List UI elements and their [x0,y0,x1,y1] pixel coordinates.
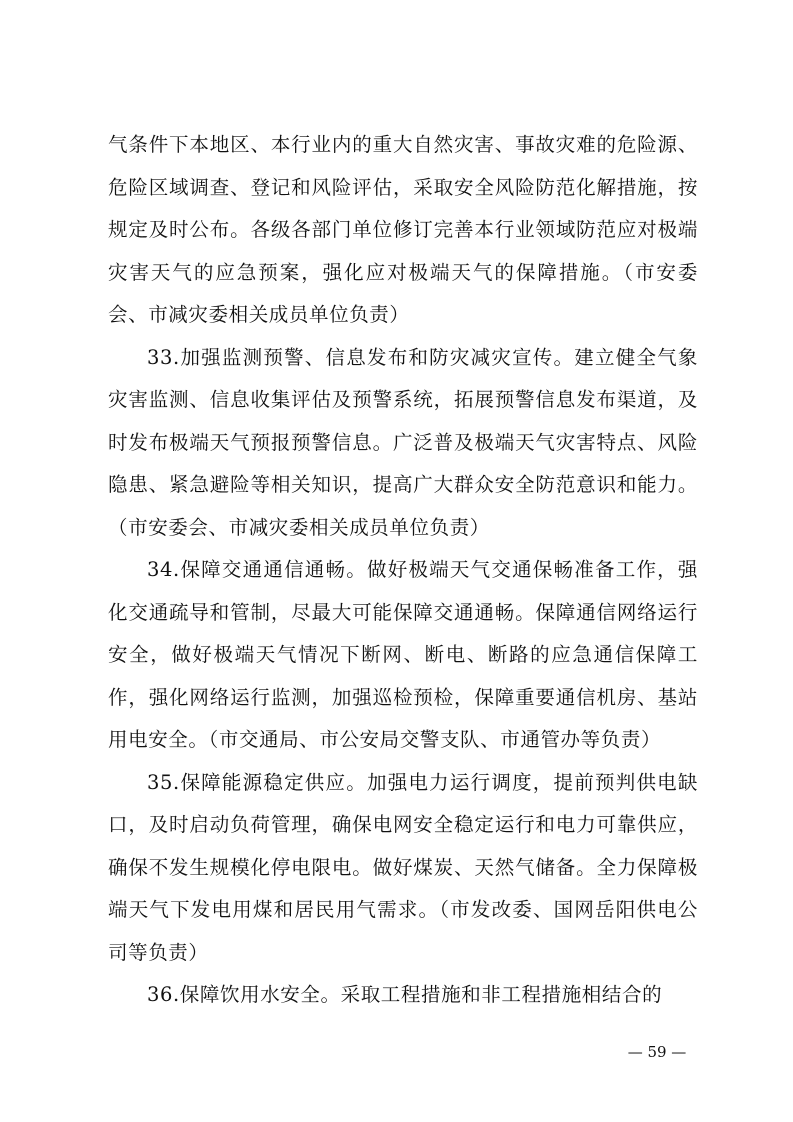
paragraph-34: 34.保障交通通信通畅。做好极端天气交通保畅准备工作，强化交通疏导和管制，尽最大可能保障交通通畅。保障通信网络运行安全，做好极端天气情况下断网、断电、断路的应急通信保障工作，强化网络运行监测，加强巡检预检，保障重要通信机房、基站用电安全。（市交通局、市公安局交警支队、市通管办等负责） [108,558,698,751]
paragraph-continuation: 气条件下本地区、本行业内的重大自然灾害、事故灾难的危险源、危险区域调查、登记和风险评估，采取安全风险防范化解措施，按规定及时公布。各级各部门单位修订完善本行业领域防范应对极端灾害天气的应急预案，强化应对极端天气的保障措施。（市安委会、市减灾委相关成员单位负责） [108,133,698,326]
paragraph-33: 33.加强监测预警、信息发布和防灾减灾宣传。建立健全气象灾害监测、信息收集评估及预警系统，拓展预警信息发布渠道，及时发布极端天气预报预警信息。广泛普及极端天气灾害特点、风险隐患、紧急避险等相关知识，提高广大群众安全防范意识和能力。（市安委会、市减灾委相关成员单位负责） [108,345,698,539]
paragraph-35: 35.保障能源稳定供应。加强电力运行调度，提前预判供电缺口，及时启动负荷管理，确保电网安全稳定运行和电力可靠供应，确保不发生规模化停电限电。做好煤炭、天然气储备。全力保障极端天气下发电用煤和居民用气需求。（市发改委、国网岳阳供电公司等负责） [108,770,698,964]
paragraph-36: 36.保障饮用水安全。采取工程措施和非工程措施相结合的 [147,983,663,1006]
page-number: — 59 — [627,1043,687,1061]
body-text [108,124,698,1017]
